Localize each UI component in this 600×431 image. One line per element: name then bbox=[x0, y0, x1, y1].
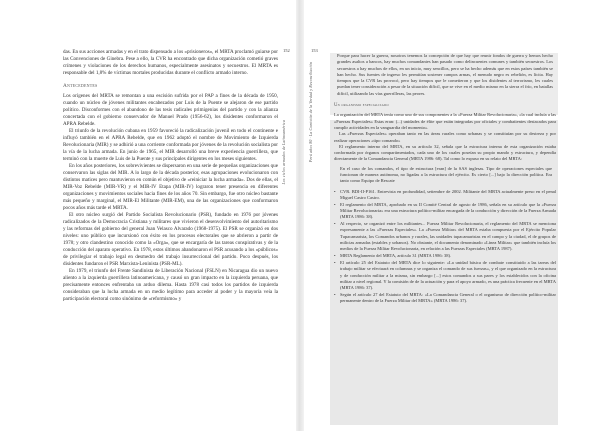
body-paragraph: Los orígenes del MRTA se remontan a una escisión sufrida por el PAP a fines de la década de 1950, cuando un núcleo de jóvenes militantes encabezados por Luis de la Puente se alejaron de ese partido político. Disconformes con el abandono de las tesis radicales primigenias del partido y con la alianza concertada con el gobierno conservador de Manuel Prado (1956-62), los disidentes conformaron el APRA Rebelde. bbox=[63, 93, 278, 127]
footnote-item: • El artículo 25 del Estatuto del MRTA dice lo siguiente: «La unidad básica de combate constituido a las tareas del trabajo militar se efectuará en columnas y se organiza el comando de sus fuerzas», y el que organizado en la estructura y de conducción militar a la misma, sin embargo [...] estos comandos a sus pares y los establecidos con la oficina militar a nivel regional. Y la comisión de de la actuación y para el apoyo armado, es una práctica frecuente en el MRTA (MRTA 1986: 37). bbox=[334, 260, 556, 291]
right-page-number: 153 bbox=[311, 48, 318, 53]
body-paragraph: En 1979, el triunfo del Frente Sandinista de Liberación Nacional (FSLN) en Nicaragua dio un nuevo aliento a la izquierda guerrillera latinoamericana, y causó un gran impacto en la izquierda peruana, que precisamente entonces enfrentaba un arduo dilema. Hasta 1978 casi todos los partidos de izquierda consideraban que la lucha armada en un medio legítimo para acceder al poder y la mayoría veía la participación electoral como sinónimo de «reformismo» y bbox=[63, 268, 278, 302]
intro-paragraph: das. En sus acciones armadas y en el trato dispensado a los «prisioneros», el MRTA proclamó guiarse por las Convenciones de Ginebra. Pese a ello, la CVR ha encontrado que dicha organización cometió graves crímenes y violaciones de los derechos humanos, especialmente asesinatos y secuestros. El MRTA es responsable del 1,8% de víctimas mortales producidas durante el conflicto armado interno. bbox=[63, 49, 278, 76]
footnote-item: • El reglamento del MRTA, aprobado en su II Comité Central de agosto de 1986, señala en su artículo que la «Fuerza Militar Revolucionaria» era una estructura político-militar encargada de la conducción y dirección de la Fuerza Armada (MRTA 1986: 38). bbox=[334, 202, 556, 221]
quoted-testimony: Porque para hacer la guerra, nosotros tenemos la concepción de que hay que reunir fondos de guerra y hemos hecho grandes asaltos a bancos, hay muchos comandantes han pasado como delincuentes comunes y también secuestros. Los secuestros a hay muchos de ellos, en un inicio, muy sencillos, pero se ha hecho además que en estos países también se han hecho. Sus fuentes de ingreso les permitían sostener campos armas, el menudo negro es rebelión, es lícita. Hay tiempos que la CVR las provocó, pero hay tiempos que le cometieron y que los disidentes al terrorismo, les cuales puedan tener consideración a pesar de la situación difícil, que se vive en el medio mismo en la sierra el frío, en batallas difícil, utilizando las vías guerrilleras, las peores. bbox=[337, 53, 553, 96]
left-running-head: Los ciclos armados de Latinoamérica bbox=[282, 120, 286, 185]
section-heading: Un organismo especializado bbox=[334, 103, 389, 109]
block-quote: En el caso de los comandos, el tipo de estructura [eran] de la SAS inglesas. Tipo de operaciones especiales que funcionan de manera autónoma, no ligadas a la estructura del ejército. Es cierto [...] bajo la dirección política. Era tanto como Equipo de Rescate bbox=[340, 165, 552, 184]
section-heading: Antecedentes bbox=[63, 83, 98, 89]
left-page-number: 152 bbox=[283, 48, 290, 53]
body-paragraph: El triunfo de la revolución cubana en 1959 favoreció la radicalización juvenil en todo el continente e influyó también en el APRA Rebelde, que en 1962 adoptó el nombre de Movimiento de Izquierda Revolucionaria (MIR) y se adhirió a una corriente conformada por jóvenes de la revolución socialista por la vía de la lucha armada. En junio de 1965, el MIR desarrolló una breve experiencia guerrillera, que terminó con la muerte de Luis de la Puente y sus principales dirigentes en los meses siguientes. bbox=[63, 128, 278, 162]
body-paragraph: El otro núcleo surgió del Partido Socialista Revolucionario (PSR), fundado en 1976 por jóvenes radicalizados de la Democracia Cristiana y militares que vivieron el desenvolvimiento del autoritarismo y las reformas del gobierno del general Juan Velasco Alvarado (1968-1975). El PSR se organizó en dos niveles: uno público que incursionó con éxito en los procesos electorales que se abrieron a partir de 1978; y otro clandestino conocido como la «Orga», que se encargaría de las tareas conspirativas y de la conducción del aparato operativo. En 1978, estos últimos abandonaron el PSR acusando a los «públicos» de privilegiar el trabajo legal en desmedro del trabajo insurreccional del partido. Poco después, los disidentes fundaron el PSR Marxista-Leninista (PSR-ML). bbox=[63, 212, 278, 267]
book-gutter bbox=[296, 0, 304, 431]
body-paragraph: El reglamento interno del MRTA, en su artículo 32, señala que la estructura interna de esta organización estaba conformada por órganos compartimentados, cada uno de los cuales poseían su propio mando y estructura, y dependía directamente de la Comandancia General (MRTA 1986: 68). Tal como lo expuso en su relato del MRTA: bbox=[334, 143, 556, 162]
footnote-item: • Según el artículo 27 del Estatuto del MRTA: «La Comandancia General o el organismo de dirección político-militar permanente dentro de la Fuerza Militar del MRTA» (MRTA 1986: 37). bbox=[334, 292, 556, 305]
left-body-text bbox=[63, 49, 278, 303]
footnote-list bbox=[334, 189, 556, 305]
body-paragraph: En los años posteriores, los sobrevivientes se dispersaron en una serie de pequeñas organizaciones que conservaron las siglas del MIR. A lo largo de la década posterior, esas agrupaciones evolucionaron con distintos matices pero mantuvieron en común el objetivo de «reiniciar la lucha armada». Dos de ellas, el MIR-Voz Rebelde (MIR-VR) y el MIR-IV Etapa (MIR-IV) lograron tener presencia en diferentes organizaciones y movimientos sociales hacia fines de los años 70. Sin embargo, fue otro núcleo bastante más pequeño y marginal, el MIR-El Militante (MIR-EM), una de las organizaciones que conformaron pocos años más tarde el MRTA. bbox=[63, 163, 278, 211]
footnote-item: • CVR. BDI-II-P161. Entrevista en profundidad, setiembre de 2002. Militante del MRTA actualmente preso en el penal Miguel Castro Castro. bbox=[334, 189, 556, 202]
right-running-head: Perú años 80 · La Comisión de la Verdad y Reconciliación bbox=[309, 62, 313, 163]
body-paragraph: La organización del MRTA tenía como uno de sus componentes a la «Fuerza Militar Revolucionaria», «la cual incluía a las «Fuerzas Especiales» Estas eran: (...) unidades de élite que están integradas por oficiales y combatientes destacados para cumplir actividades en la vanguardia del momento». bbox=[334, 112, 556, 130]
body-paragraph: Las «Fuerzas Especiales» operaban tanto en las áreas rurales como urbanas y se constituían por su destreza y por realizar operaciones «tipo comando» bbox=[334, 131, 556, 143]
footnote-item: • Al respecto, se organizó entre los militantes... Fuerza Militar Revolucionaria, el reglamento del MRTA se menciona expresamente a las «Fuerzas Especiales». La «Fuerza Militar» del MRTA estaba compuesta por el Ejército Popular Tupacamarista, los Comandos urbanos y rurales, las unidades tupacamaristas en el campo y la ciudad, el de grupos de milicias armadas (estables y urbanos). No obstante, el documento denominado «Línea Militar» que también incluía los medios de la Fuerza Militar Revolucionaria, en relación a las Fuerzas Especiales (MRTA 1987). bbox=[334, 221, 556, 252]
footnote-item: • MRTA Reglamento del MRTA, artículo 31 (MRTA 1986: 38). bbox=[334, 253, 556, 259]
right-body-text bbox=[334, 46, 556, 305]
